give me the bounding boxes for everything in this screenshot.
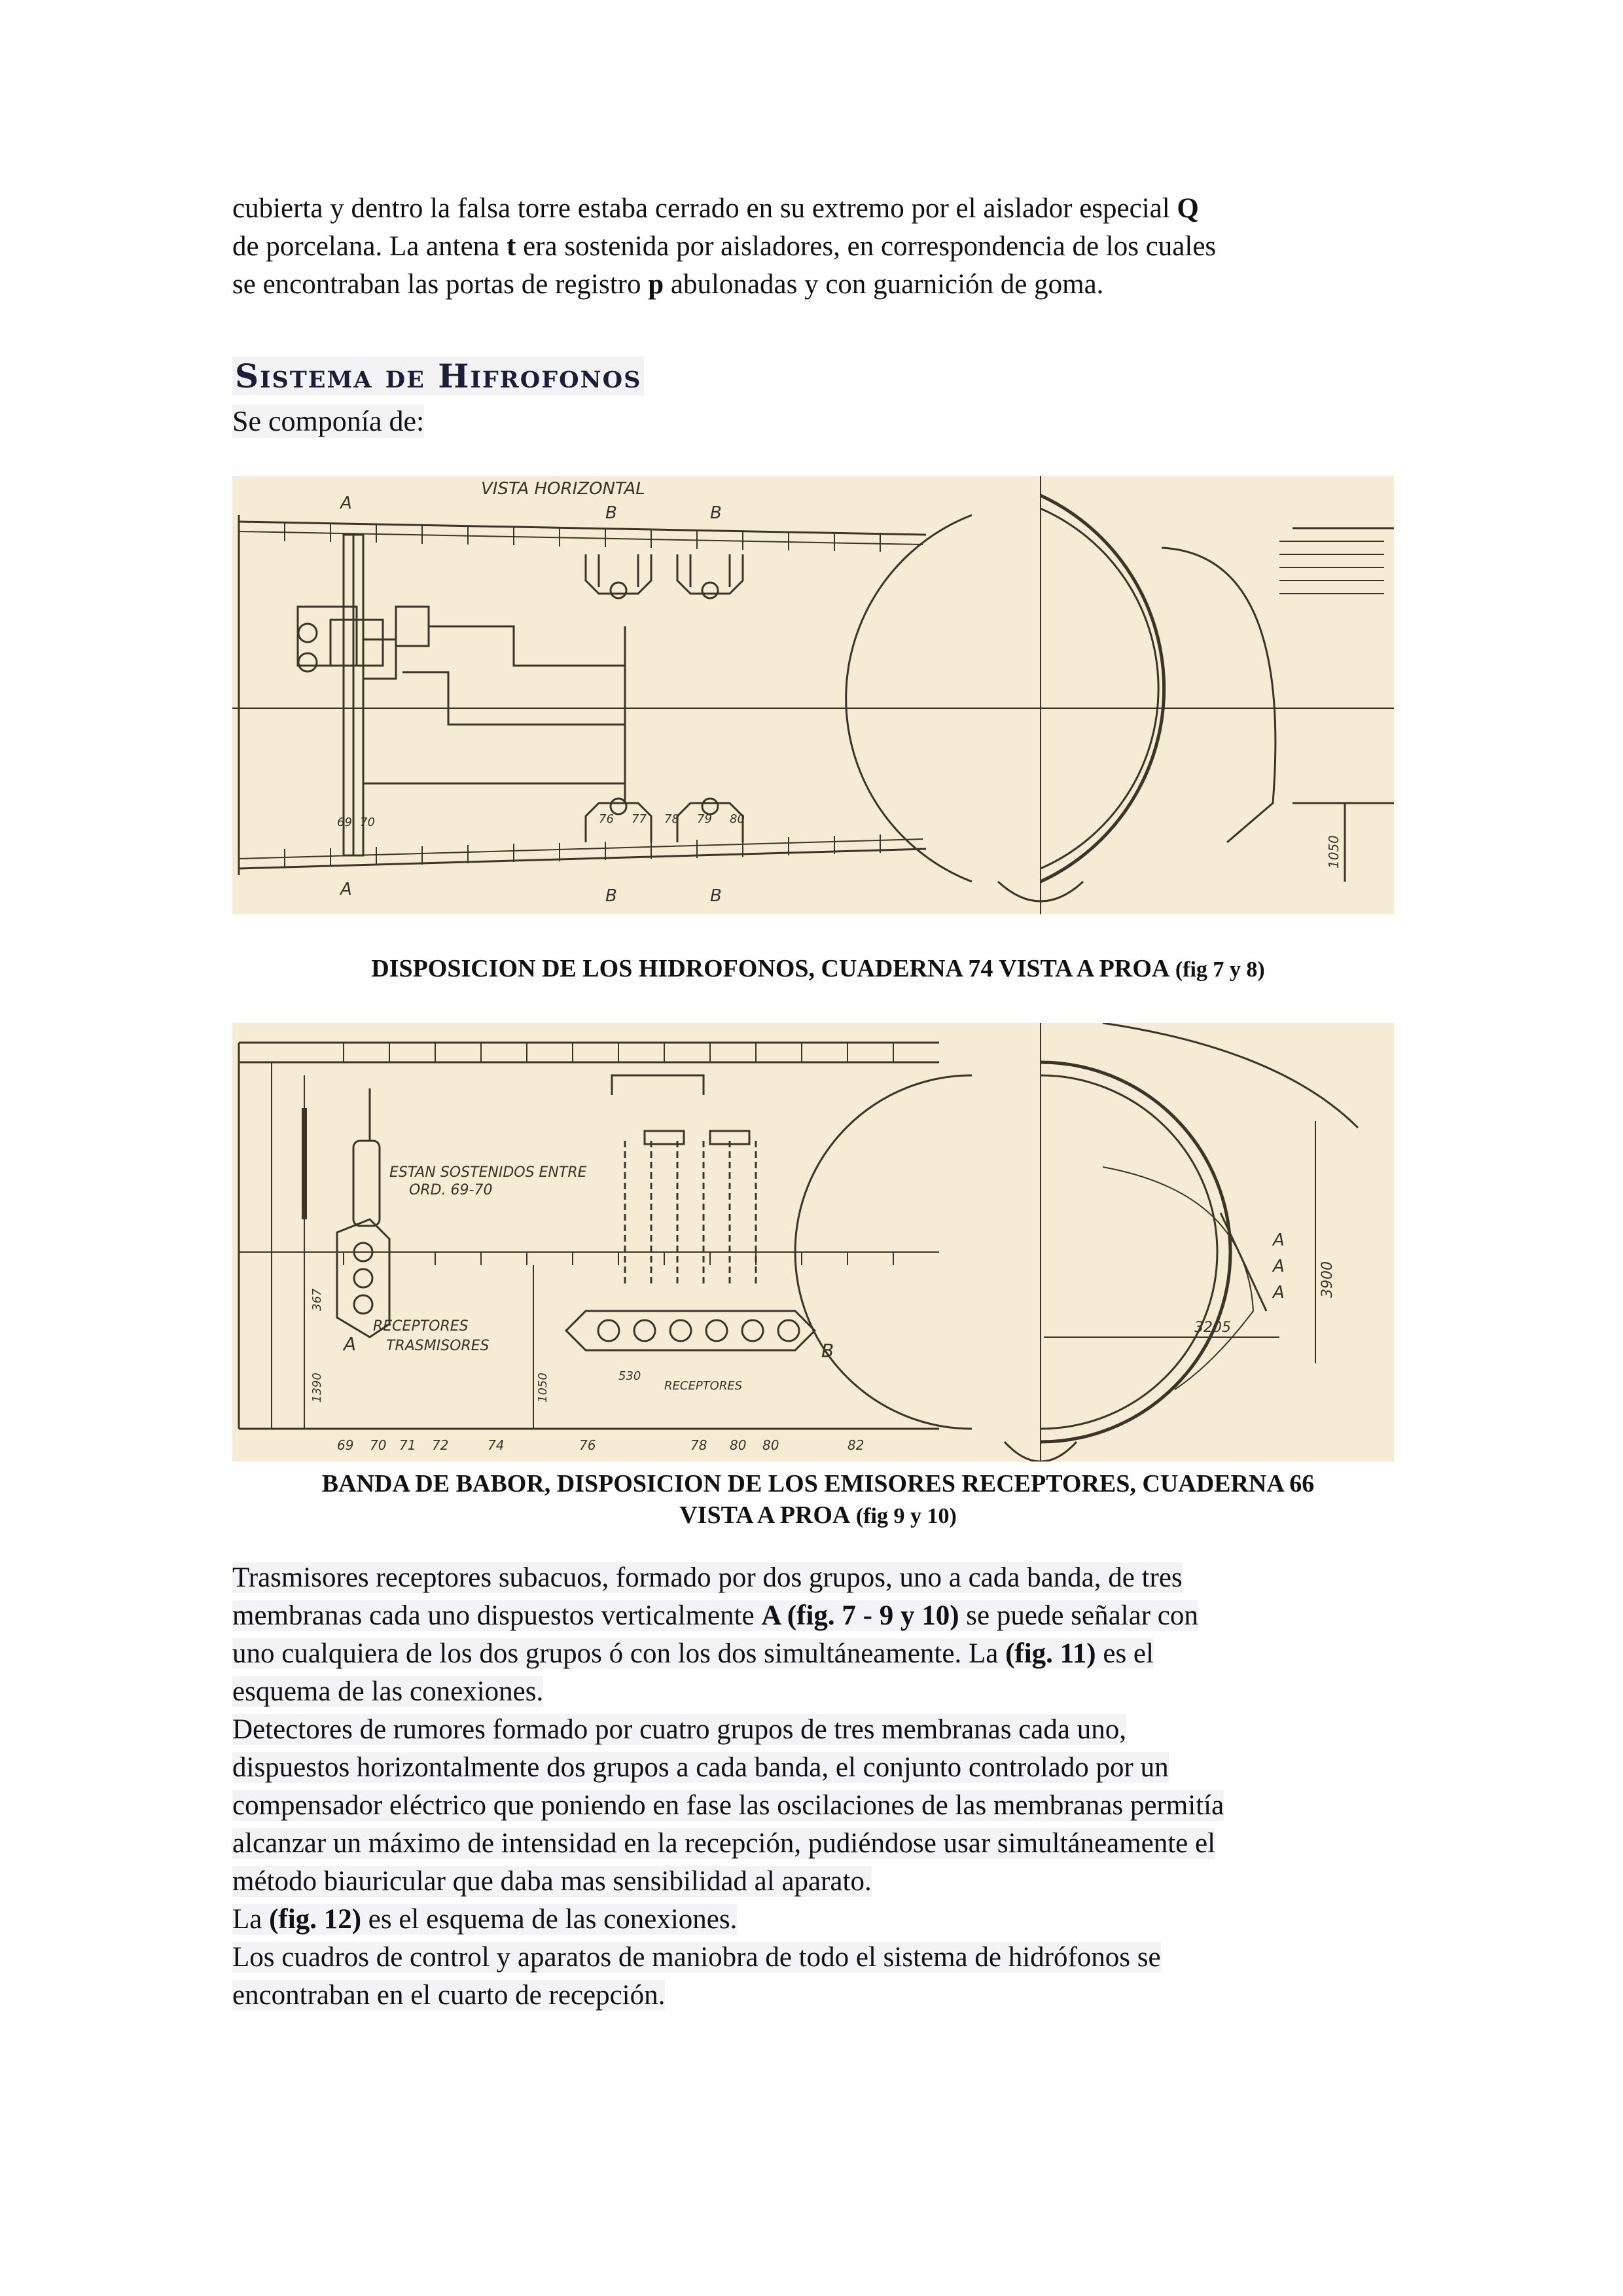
tick-76: 76 <box>579 1437 596 1453</box>
figure1-caption: DISPOSICION DE LOS HIDROFONOS, CUADERNA 74 VISTA A PROA (fig 7 y 8) <box>371 955 1265 982</box>
p2-line2: dispuestos horizontalmente dos grupos a cada banda, el conjunto controlado por un <box>232 1752 1169 1783</box>
figure2-caption-line1: BANDA DE BABOR, DISPOSICION DE LOS EMISORES RECEPTORES, CUADERNA 66 <box>321 1470 1315 1498</box>
label-3900: 3900 <box>1319 1261 1336 1298</box>
label-76: 76 <box>599 812 614 826</box>
p2-line1: Detectores de rumores formado por cuatro grupos de tres membranas cada uno, <box>232 1714 1126 1745</box>
intro-line-2: de porcelana. La antena t era sostenida por aisladores, en correspondencia de los cuales <box>232 231 1217 262</box>
tick-78: 78 <box>690 1437 707 1453</box>
label-79: 79 <box>697 812 712 826</box>
p4-line2: encontraban en el cuarto de recepción. <box>232 1980 666 2011</box>
p2-line4: alcanzar un máximo de intensidad en la recepción, pudiéndose usar simultáneamente el <box>232 1828 1216 1859</box>
p4-line1: Los cuadros de control y aparatos de maniobra de todo el sistema de hidrófonos se <box>232 1942 1161 1973</box>
intro-paragraph <box>232 190 1404 304</box>
label-78: 78 <box>664 812 679 826</box>
tick-74: 74 <box>488 1437 505 1453</box>
figure2-caption <box>232 1468 1404 1532</box>
label-vista-horizontal: VISTA HORIZONTAL <box>481 479 645 499</box>
label-70: 70 <box>360 816 375 829</box>
label-ord: ORD. 69-70 <box>409 1182 493 1198</box>
label-a-main: A <box>344 1333 357 1355</box>
label-530: 530 <box>618 1369 641 1383</box>
p3-line: La (fig. 12) es el esquema de las conexiones. <box>232 1904 738 1935</box>
label-receptores: RECEPTORES <box>373 1318 469 1335</box>
figure2-caption-line2: VISTA A PROA (fig 9 y 10) <box>679 1501 957 1529</box>
p1-line1: Trasmisores receptores subacuos, formado por dos grupos, uno a cada banda, de tres <box>232 1562 1183 1593</box>
label-a1: A <box>1273 1230 1285 1250</box>
tick-71: 71 <box>399 1437 416 1453</box>
p2-line5: método biauricular que daba mas sensibilidad al aparato. <box>232 1866 872 1897</box>
tick-69: 69 <box>337 1437 354 1453</box>
label-a-bottom: A <box>340 880 352 899</box>
label-b1: B <box>605 503 617 523</box>
label-69: 69 <box>337 816 352 829</box>
emitters-drawing <box>232 1023 1394 1462</box>
figure-emitters-receivers <box>232 1023 1394 1462</box>
label-estan: ESTAN SOSTENIDOS ENTRE <box>389 1164 587 1181</box>
p1-line2: membranas cada uno dispuestos verticalmente A (fig. 7 - 9 y 10) se puede señalar con <box>232 1600 1198 1631</box>
label-receptores-2: RECEPTORES <box>664 1379 743 1393</box>
p1-line4: esquema de las conexiones. <box>232 1676 544 1707</box>
label-1390: 1390 <box>310 1372 324 1403</box>
label-3205: 3205 <box>1194 1319 1231 1336</box>
label-a3: A <box>1273 1283 1285 1302</box>
label-1050: 1050 <box>1326 835 1342 869</box>
label-a-top: A <box>340 493 352 513</box>
label-a2: A <box>1273 1257 1285 1276</box>
label-b4: B <box>710 886 722 906</box>
section-title: Sistema de Hifrofonos <box>232 357 644 395</box>
label-b2: B <box>710 503 722 523</box>
tick-82: 82 <box>847 1437 865 1453</box>
label-367: 367 <box>310 1288 324 1311</box>
intro-line-1: cubierta y dentro la falsa torre estaba cerrado en su extremo por el aislador especial Q <box>232 193 1199 224</box>
tick-72: 72 <box>432 1437 449 1453</box>
figure-hydrophones-diagram <box>232 476 1394 914</box>
hydrophones-drawing <box>232 476 1394 914</box>
intro-line-3: se encontraban las portas de registro p abulonadas y con guarnición de goma. <box>232 269 1104 300</box>
p1-line3: uno cualquiera de los dos grupos ó con los dos simultáneamente. La (fig. 11) es el <box>232 1638 1154 1669</box>
label-trasmisores: TRASMISORES <box>386 1338 490 1354</box>
tick-80b: 80 <box>762 1437 779 1453</box>
tick-70: 70 <box>370 1437 387 1453</box>
section-subtitle: Se componía de: <box>232 405 425 437</box>
label-1050-b: 1050 <box>536 1372 550 1403</box>
label-b3: B <box>605 886 617 906</box>
label-80: 80 <box>730 812 745 826</box>
label-b-main: B <box>821 1340 834 1361</box>
tick-80: 80 <box>730 1437 747 1453</box>
body-text <box>232 1559 1404 2015</box>
label-77: 77 <box>632 812 647 826</box>
p2-line3: compensador eléctrico que poniendo en fase las oscilaciones de las membranas permitía <box>232 1790 1224 1821</box>
